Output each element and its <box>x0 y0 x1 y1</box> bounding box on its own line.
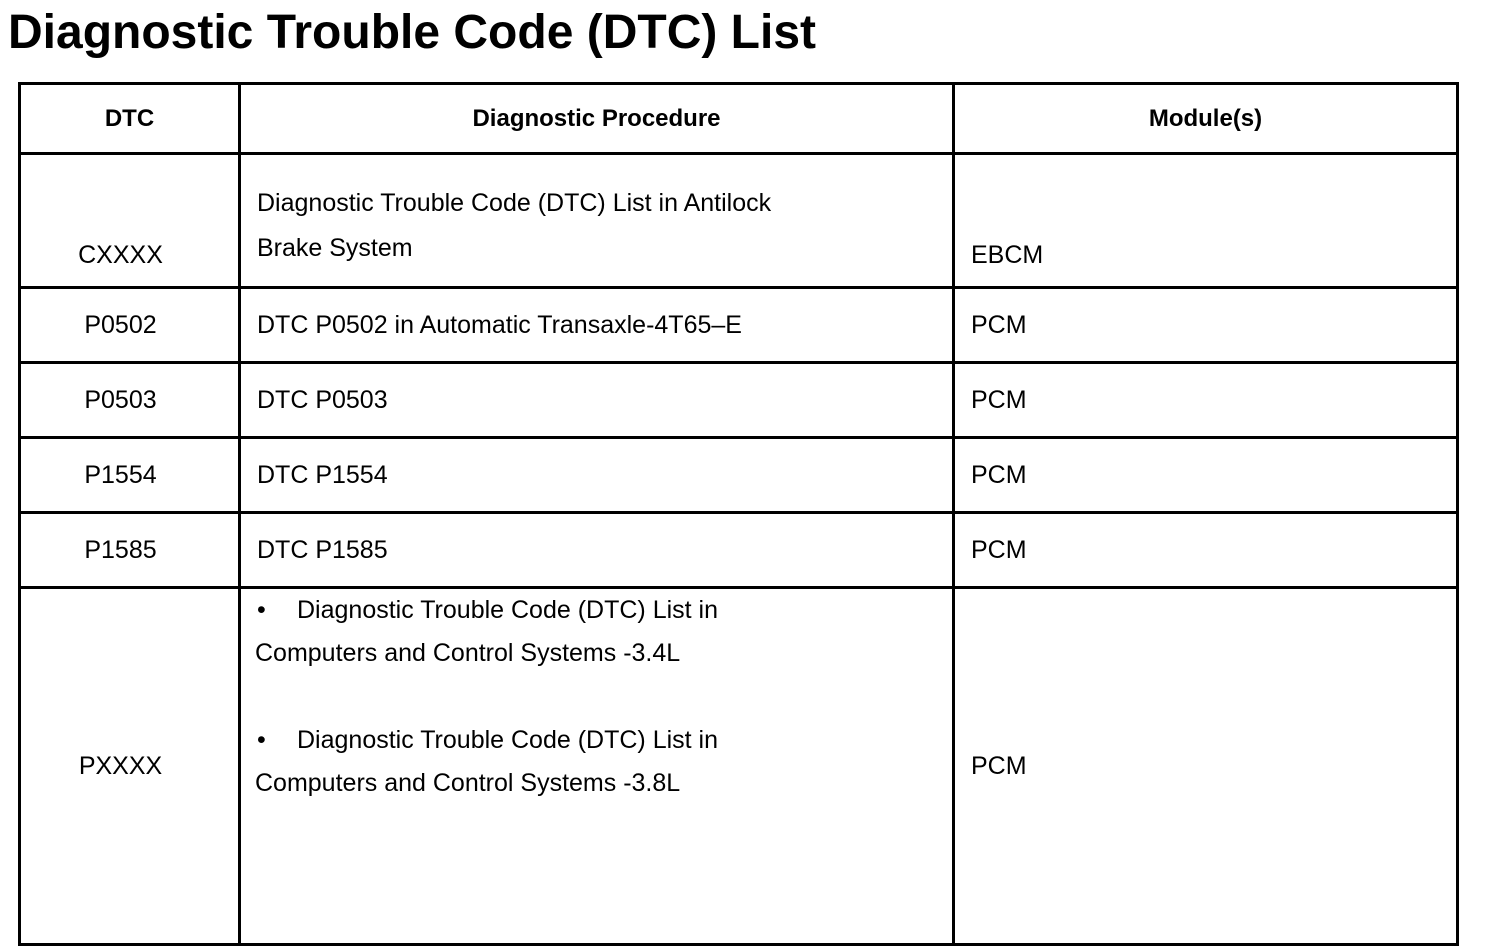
dtc-code-cell: P1554 <box>20 438 240 513</box>
procedure-link-line-2: Computers and Control Systems -3.4L <box>255 639 681 667</box>
procedure-link-line-1: Diagnostic Trouble Code (DTC) List in <box>297 596 718 624</box>
module-cell: EBCM <box>954 154 1458 288</box>
module-cell: PCM <box>954 363 1458 438</box>
table-header-row <box>20 84 1458 154</box>
list-item <box>255 719 718 805</box>
header-diagnostic-procedure: Diagnostic Procedure <box>240 84 954 154</box>
diagnostic-procedure-cell <box>240 154 954 288</box>
diagnostic-procedure-cell: DTC P1585 <box>240 513 954 588</box>
module-cell: PCM <box>954 513 1458 588</box>
module-cell: PCM <box>954 438 1458 513</box>
procedure-link-line-2: Computers and Control Systems -3.8L <box>255 769 681 797</box>
table-row <box>20 154 1458 288</box>
table-row <box>20 363 1458 438</box>
dtc-code-cell: P0503 <box>20 363 240 438</box>
page-title: Diagnostic Trouble Code (DTC) List <box>8 6 817 59</box>
table-row <box>20 588 1458 945</box>
diagnostic-procedure-cell: DTC P0502 in Automatic Transaxle-4T65–E <box>240 288 954 363</box>
list-item <box>255 589 718 675</box>
dtc-code-cell: CXXXX <box>20 154 240 288</box>
diagnostic-procedure-cell <box>240 588 954 945</box>
procedure-link-line-2: Brake System <box>257 233 413 262</box>
dtc-code-cell: PXXXX <box>20 588 240 945</box>
table-row <box>20 513 1458 588</box>
bullet-icon: • <box>257 596 266 624</box>
module-cell: PCM <box>954 588 1458 945</box>
dtc-code-cell: P1585 <box>20 513 240 588</box>
dtc-table <box>18 82 1459 946</box>
bullet-icon: • <box>257 726 266 754</box>
dtc-code-cell: P0502 <box>20 288 240 363</box>
diagnostic-procedure-cell: DTC P0503 <box>240 363 954 438</box>
module-cell: PCM <box>954 288 1458 363</box>
procedure-bullet-list <box>255 589 952 943</box>
diagnostic-procedure-cell: DTC P1554 <box>240 438 954 513</box>
table-row <box>20 438 1458 513</box>
table-row <box>20 288 1458 363</box>
procedure-link-line-1: Diagnostic Trouble Code (DTC) List in Antilock <box>257 188 772 217</box>
procedure-link-line-1: Diagnostic Trouble Code (DTC) List in <box>297 726 718 754</box>
header-modules: Module(s) <box>954 84 1458 154</box>
header-dtc: DTC <box>20 84 240 154</box>
